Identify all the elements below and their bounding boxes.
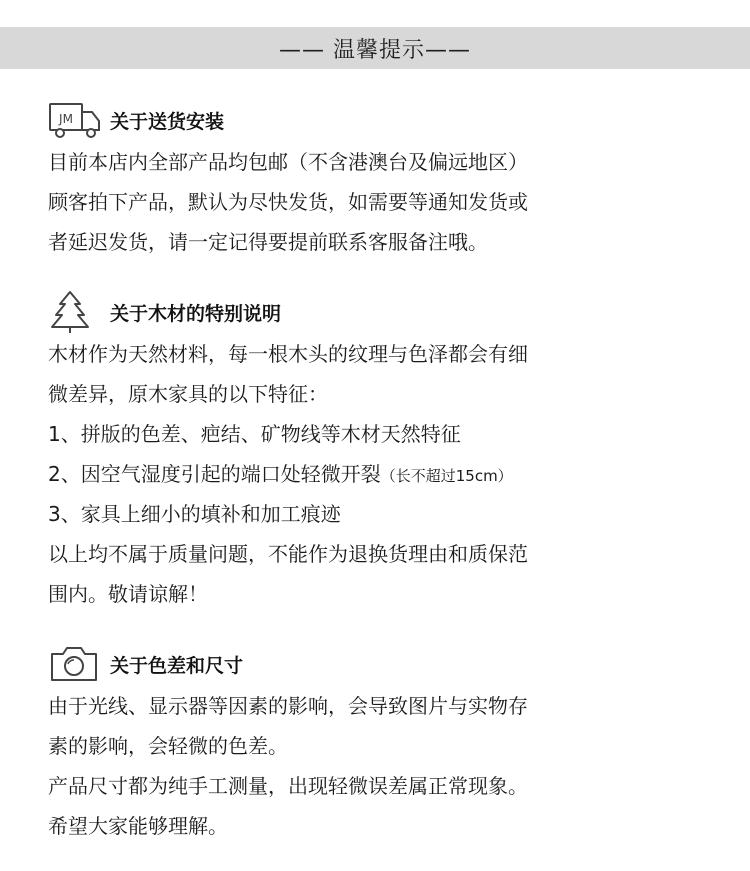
wood-title: 关于木材的特别说明 [110, 302, 282, 325]
tree-icon [48, 290, 104, 334]
svg-text:JM: JM [59, 112, 73, 126]
color-line: 产品尺寸都为纯手工测量，出现轻微误差属正常现象。 [48, 774, 528, 798]
wood-line: 木材作为天然材料，每一根木头的纹理与色泽都会有细 [48, 342, 528, 366]
delivery-section [48, 98, 738, 262]
color-line: 素的影响，会轻微的色差。 [48, 734, 288, 758]
delivery-title: 关于送货安装 [110, 110, 225, 133]
wood-line-note: （长不超过15cm） [380, 467, 513, 485]
wood-line: 3、家具上细小的填补和加工痕迹 [48, 502, 341, 526]
delivery-line: 顾客拍下产品，默认为尽快发货，如需要等通知发货或 [48, 190, 528, 214]
truck-icon [48, 98, 104, 142]
delivery-header [48, 98, 738, 142]
title-bar [0, 27, 750, 69]
wood-header [48, 290, 738, 334]
color-title: 关于色差和尺寸 [110, 654, 244, 677]
wood-line: 微差异，原木家具的以下特征： [48, 382, 328, 406]
wood-line [48, 454, 738, 494]
wood-line: 以上均不属于质量问题，不能作为退换货理由和质保范 [48, 542, 528, 566]
delivery-line: 者延迟发货，请一定记得要提前联系客服备注哦。 [48, 230, 488, 254]
color-line: 希望大家能够理解。 [48, 814, 228, 838]
page-title: —— 温馨提示—— [279, 37, 471, 63]
camera-icon [48, 642, 104, 686]
delivery-line: 目前本店内全部产品均包邮（不含港澳台及偏远地区） [48, 150, 528, 174]
wood-line: 1、拼版的色差、疤结、矿物线等木材天然特征 [48, 422, 461, 446]
color-section [48, 642, 738, 846]
wood-line: 围内。敬请谅解！ [48, 582, 208, 606]
wood-line-text: 2、因空气湿度引起的端口处轻微开裂 [48, 462, 381, 486]
color-line: 由于光线、显示器等因素的影响，会导致图片与实物存 [48, 694, 528, 718]
wood-section [48, 290, 738, 614]
color-header [48, 642, 738, 686]
